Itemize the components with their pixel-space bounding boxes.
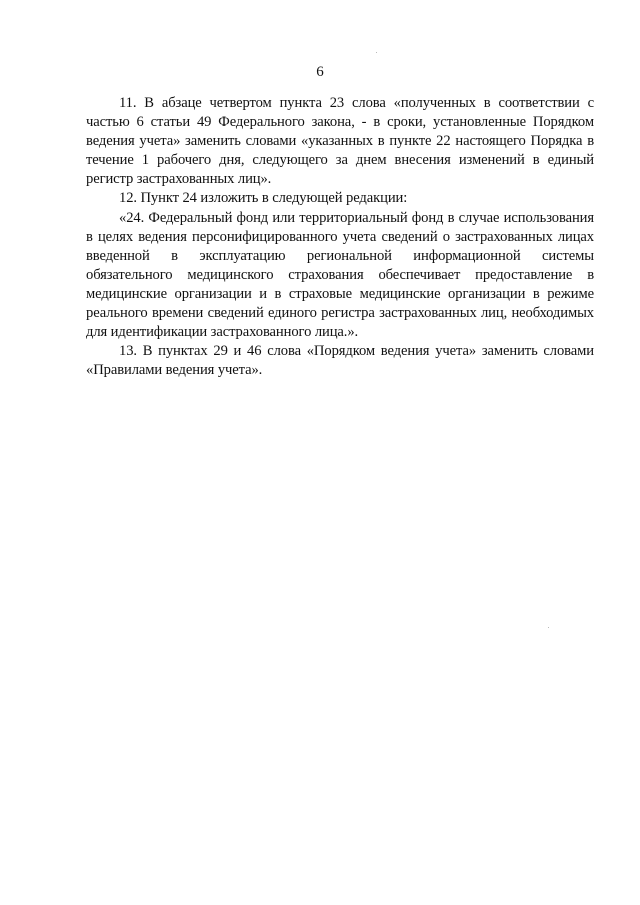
document-body <box>86 94 594 380</box>
scan-speck <box>376 52 377 53</box>
paragraph-item-13: 13. В пунктах 29 и 46 слова «Порядком ведения учета» заменить словами «Правилами ведения учета». <box>86 343 594 379</box>
scan-speck <box>548 627 549 628</box>
paragraph-point-24-text: «24. Федеральный фонд или территориальный фонд в случае использования в целях ведения персонифицированного учета сведений о застрахованных лицах введенной в эксплуатацию региональной информационной системы обязательного медицинского страхования обеспечивает предоставление в медицинские организации и в страховые медицинские организации в режиме реального времени сведений единого регистра застрахованных лиц, необходимых для идентификации застрахованного лица.». <box>86 209 594 341</box>
page-number: 6 <box>316 64 324 80</box>
paragraph-item-11: 11. В абзаце четвертом пункта 23 слова «полученных в соответствии с частью 6 статьи 49 Федерального закона, - в сроки, установленные Порядком ведения учета» заменить словами «указанных в пункте 22 настоящего Порядка в течение 1 рабочего дня, следующего за днем внесения изменений в единый регистр застрахованных лиц». <box>86 95 594 188</box>
paragraph-item-12: 12. Пункт 24 изложить в следующей редакции: <box>119 190 408 207</box>
